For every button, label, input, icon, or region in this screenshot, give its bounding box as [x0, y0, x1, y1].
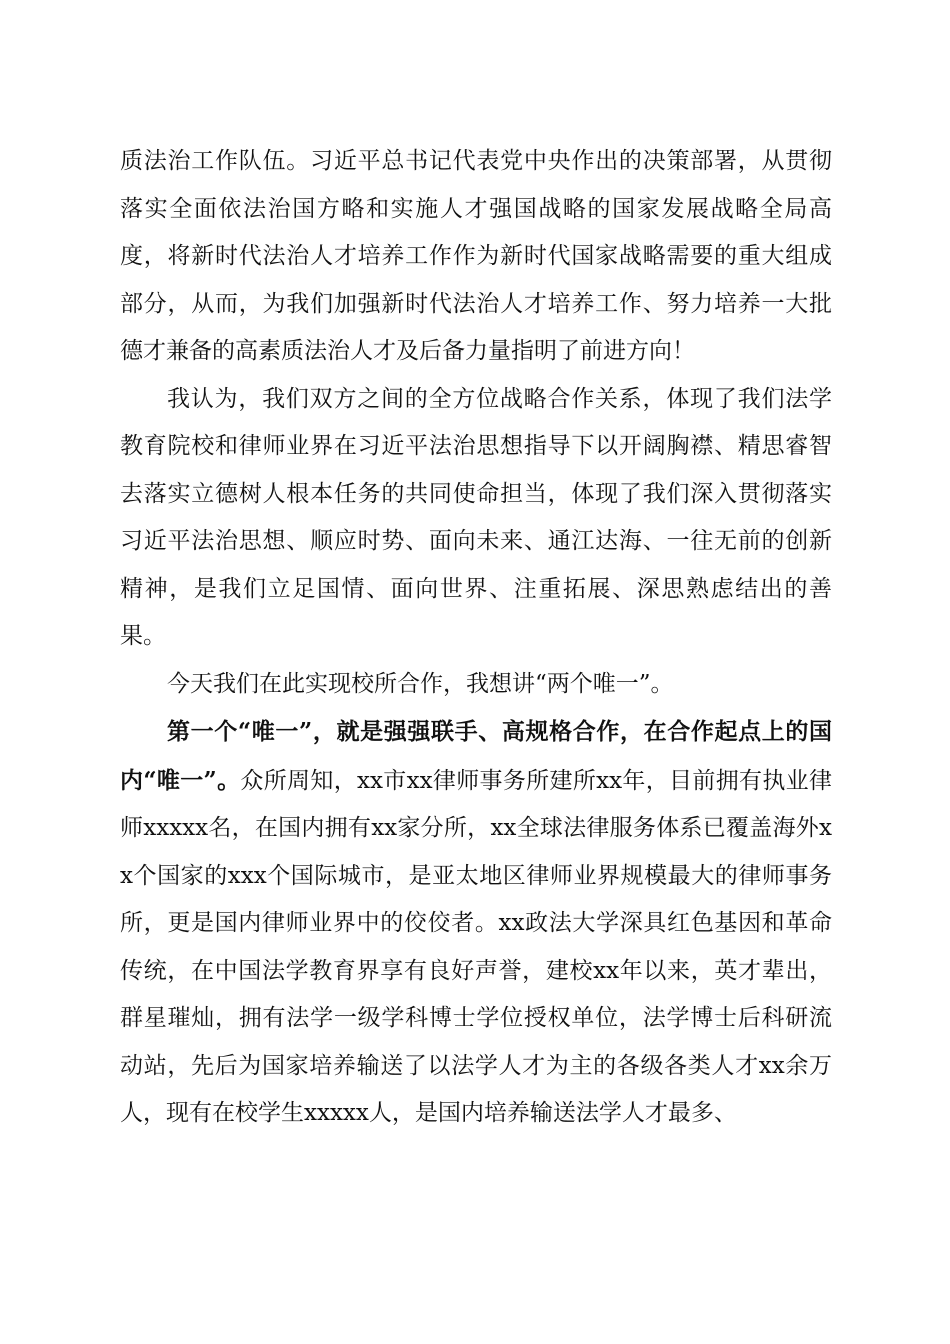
document-body — [120, 138, 832, 1138]
paragraph-cooperation: 我认为，我们双方之间的全方位战略合作关系，体现了我们法学教育院校和律师业界在习近平法治思想指导下以开阔胸襟、精思睿智去落实立德树人根本任务的共同使命担当，体现了我们深入贯彻落实习近平法治思想、顺应时势、面向未来、通江达海、一往无前的创新精神，是我们立足国情、面向世界、注重拓展、深思熟虑结出的善果。 — [120, 385, 832, 649]
paragraph-first-unique — [120, 708, 832, 1138]
paragraph-continuation: 质法治工作队伍。习近平总书记代表党中央作出的决策部署，从贯彻落实全面依法治国方略和实施人才强国战略的国家发展战略全局高度，将新时代法治人才培养工作作为新时代国家战略需要的重大组成部分，从而，为我们加强新时代法治人才培养工作、努力培养一大批德才兼备的高素质法治人才及后备力量指明了前进方向！ — [120, 148, 832, 364]
paragraph-two-unique: 今天我们在此实现校所合作，我想讲“两个唯一”。 — [167, 670, 674, 697]
first-unique-body: 众所周知，xx市xx律师事务所建所xx年，目前拥有执业律师xxxxx名，在国内拥有xx家分所，xx全球法律服务体系已覆盖海外xx个国家的xxx个国际城市，是亚太地区律师业界规模最大的律师事务所，更是国内律师业界中的佼佼者。xx政法大学深具红色基因和革命传统，在中国法学教育界享有良好声誉，建校xx年以来，英才辈出，群星璀灿，拥有法学一级学科博士学位授权单位，法学博士后科研流动站，先后为国家培养输送了以法学人才为主的各级各类人才xx余万人，现有在校学生xxxxx人，是国内培养输送法学人才最多、 — [120, 767, 832, 1126]
first-unique-heading: 第一个“唯一”，就是强强联手、高规格合作，在合作起点上的国内“唯一”。 — [120, 718, 832, 794]
